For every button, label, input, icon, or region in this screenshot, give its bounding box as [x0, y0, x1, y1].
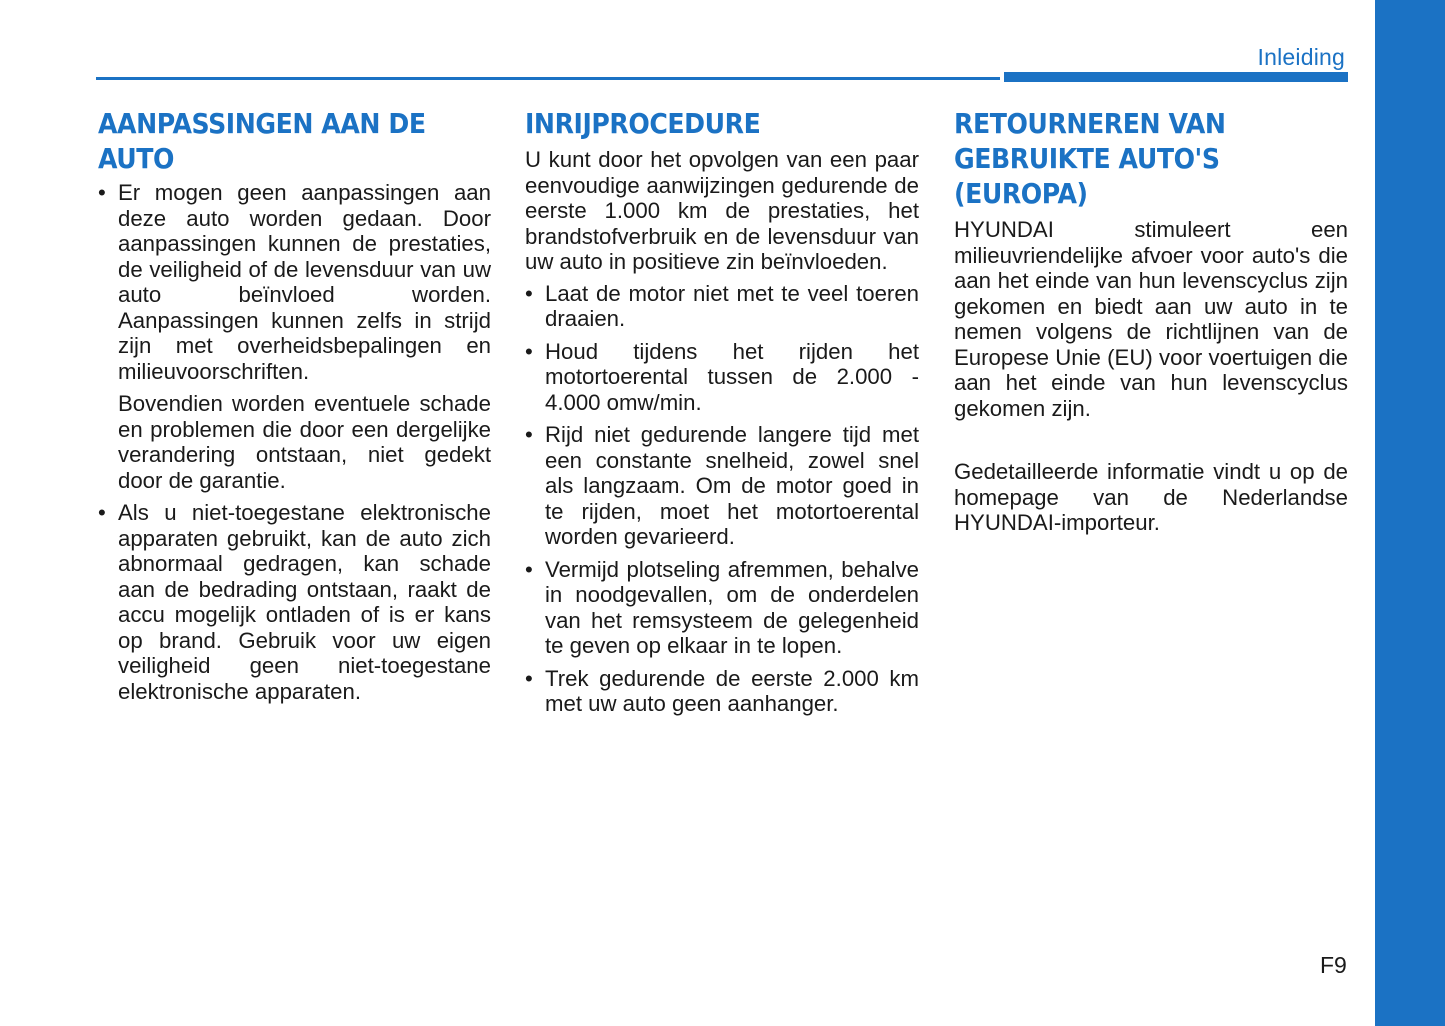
- modifications-warranty-note: Bovendien worden eventuele schade en problemen die door een dergelijke verandering ontstaan, niet gedekt door de garantie.: [118, 391, 491, 493]
- returning-heading-line1: RETOURNEREN VAN: [954, 107, 1226, 140]
- bullet-icon: •: [525, 422, 533, 447]
- header-rule-accent: [1004, 72, 1348, 82]
- modifications-heading-line1: AANPASSINGEN AAN DE: [98, 107, 426, 140]
- list-item-text: Laat de motor niet met te veel toeren draaien.: [545, 280, 919, 331]
- list-item: [525, 281, 919, 332]
- list-item: [98, 500, 491, 704]
- break-in-heading: INRIJPROCEDURE: [525, 107, 761, 140]
- break-in-intro: U kunt door het opvolgen van een paar eenvoudige aanwijzingen gedurende de eerste 1.000 km de prestaties, het brandstofverbruik en de levensduur van uw auto in positieve zin beïnvloeden.: [525, 147, 919, 274]
- bullet-icon: •: [525, 665, 533, 691]
- bullet-icon: •: [525, 280, 533, 306]
- modifications-list-2: [98, 500, 491, 704]
- list-item: [525, 422, 919, 550]
- list-item-text: Houd tijdens het rijden het motortoerental tussen de 2.000 - 4.000 omw/min.: [545, 338, 919, 415]
- column-returning: [954, 106, 1348, 536]
- list-item-text: Vermijd plotseling afremmen, behalve in noodgevallen, om de onderdelen van het remsysteem de gelegenheid te geven op elkaar in te lopen.: [545, 556, 919, 658]
- list-item-text: Rijd niet gedurende langere tijd met een constante snelheid, zowel snel als langzaam. Om de motor goed in te rijden, moet het motortoerental worden gevarieerd.: [545, 422, 919, 549]
- returning-paragraph-2: Gedetailleerde informatie vindt u op de homepage van de Nederlandse HYUNDAI-importeur.: [954, 459, 1348, 535]
- column-modifications: [98, 106, 491, 711]
- returning-heading: [954, 106, 1309, 211]
- list-item: [98, 180, 491, 384]
- header-rule: [96, 77, 1000, 80]
- column-break-in: [525, 106, 919, 724]
- bullet-icon: •: [98, 180, 106, 205]
- bullet-icon: •: [525, 338, 533, 364]
- bullet-icon: •: [525, 556, 533, 582]
- list-item: [525, 666, 919, 717]
- list-item: [525, 557, 919, 659]
- bullet-icon: •: [98, 500, 106, 525]
- returning-heading-line3: (EUROPA): [954, 177, 1088, 210]
- returning-paragraph-1: HYUNDAI stimuleert een milieuvriendelijke afvoer voor auto's die aan het einde van hun levenscyclus zijn gekomen en biedt aan uw auto in te nemen volgens de richtlijnen van de Europese Unie (EU) voor voertuigen die aan het einde van hun levenscyclus gekomen zijn.: [954, 217, 1348, 421]
- list-item-text: Er mogen geen aanpassingen aan deze auto worden gedaan. Door aanpassingen kunnen de prestaties, de veiligheid of de levensduur van uw auto beïnvloed worden. Aanpassingen kunnen zelfs in strijd zijn met overheidsbepalingen en milieuvoorschriften.: [118, 180, 491, 384]
- modifications-heading: [98, 106, 452, 176]
- list-item-text: Als u niet-toegestane elektronische apparaten gebruikt, kan de auto zich abnormaal gedragen, kan schade aan de bedrading ontstaan, raakt de accu mogelijk ontladen of is er kans op brand. Gebruik voor uw eigen veiligheid geen niet-toegestane elektronische apparaten.: [118, 500, 491, 704]
- returning-heading-line2: GEBRUIKTE AUTO'S: [954, 142, 1220, 175]
- break-in-list: [525, 281, 919, 717]
- page-number: F9: [1320, 952, 1347, 978]
- modifications-list: [98, 180, 491, 384]
- modifications-heading-line2: AUTO: [98, 142, 175, 175]
- section-label: Inleiding: [1257, 44, 1345, 70]
- list-item: [525, 339, 919, 416]
- list-item-text: Trek gedurende de eerste 2.000 km met uw auto geen aanhanger.: [545, 665, 919, 716]
- chapter-side-tab: [1375, 0, 1445, 1026]
